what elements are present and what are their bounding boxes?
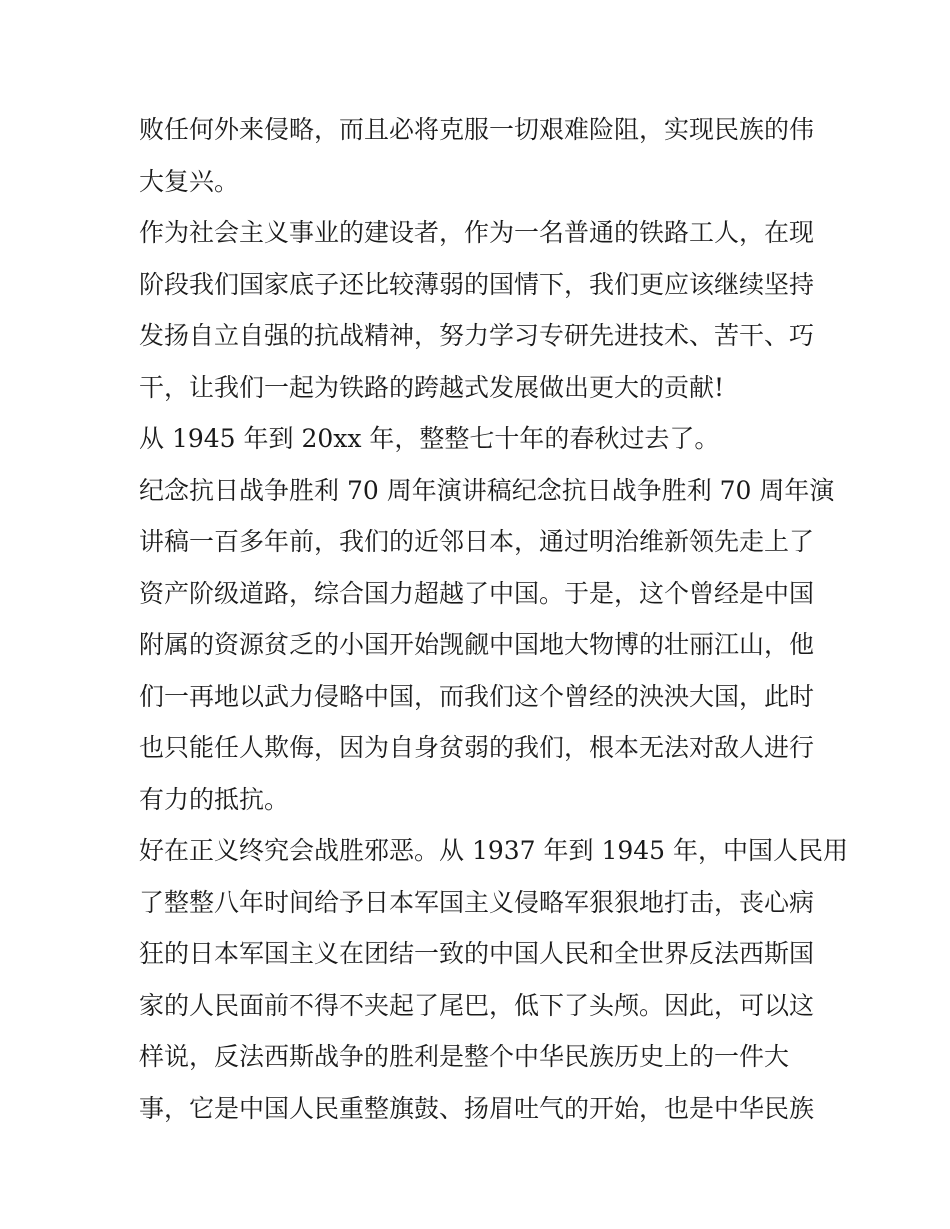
text-line: 附属的资源贫乏的小国开始觊觎中国地大物博的壮丽江山，他 <box>139 630 815 659</box>
text-line: 作为社会主义事业的建设者，作为一名普通的铁路工人，在现 <box>139 218 815 247</box>
text-line: 样说，反法西斯战争的胜利是整个中华民族历史上的一件大 <box>139 1042 790 1071</box>
text-line: 也只能任人欺侮，因为自身贫弱的我们，根本无法对敌人进行 <box>139 733 815 762</box>
text-line: 发扬自立自强的抗战精神，努力学习专研先进技术、苦干、巧 <box>139 321 815 350</box>
text-line: 们一再地以武力侵略中国，而我们这个曾经的泱泱大国，此时 <box>139 681 815 711</box>
text-line: 资产阶级道路，综合国力超越了中国。于是，这个曾经是中国 <box>139 578 815 608</box>
text-line: 大复兴。 <box>139 166 240 196</box>
text-line: 了整整八年时间给予日本军国主义侵略军狠狠地打击，丧心病 <box>139 887 815 917</box>
body-text <box>139 104 849 1134</box>
text-line: 从 1945 年到 20xx 年，整整七十年的春秋过去了。 <box>139 424 720 453</box>
text-line: 干，让我们一起为铁路的跨越式发展做出更大的贡献! <box>139 372 725 402</box>
text-line: 阶段我们国家底子还比较薄弱的国情下，我们更应该继续坚持 <box>139 269 815 299</box>
text-line: 讲稿一百多年前，我们的近邻日本，通过明治维新领先走上了 <box>139 527 815 556</box>
text-line: 家的人民面前不得不夹起了尾巴，低下了头颅。因此，可以这 <box>139 990 815 1020</box>
text-line: 事，它是中国人民重整旗鼓、扬眉吐气的开始，也是中华民族 <box>139 1093 815 1123</box>
text-line: 纪念抗日战争胜利 70 周年演讲稿纪念抗日战争胜利 70 周年演 <box>139 475 835 505</box>
text-line: 狂的日本军国主义在团结一致的中国人民和全世界反法西斯国 <box>139 939 815 968</box>
text-line: 好在正义终究会战胜邪恶。从 1937 年到 1945 年，中国人民用 <box>139 836 849 865</box>
text-line: 有力的抵抗。 <box>139 784 290 814</box>
text-line: 败任何外来侵略，而且必将克服一切艰难险阻，实现民族的伟 <box>139 115 815 144</box>
